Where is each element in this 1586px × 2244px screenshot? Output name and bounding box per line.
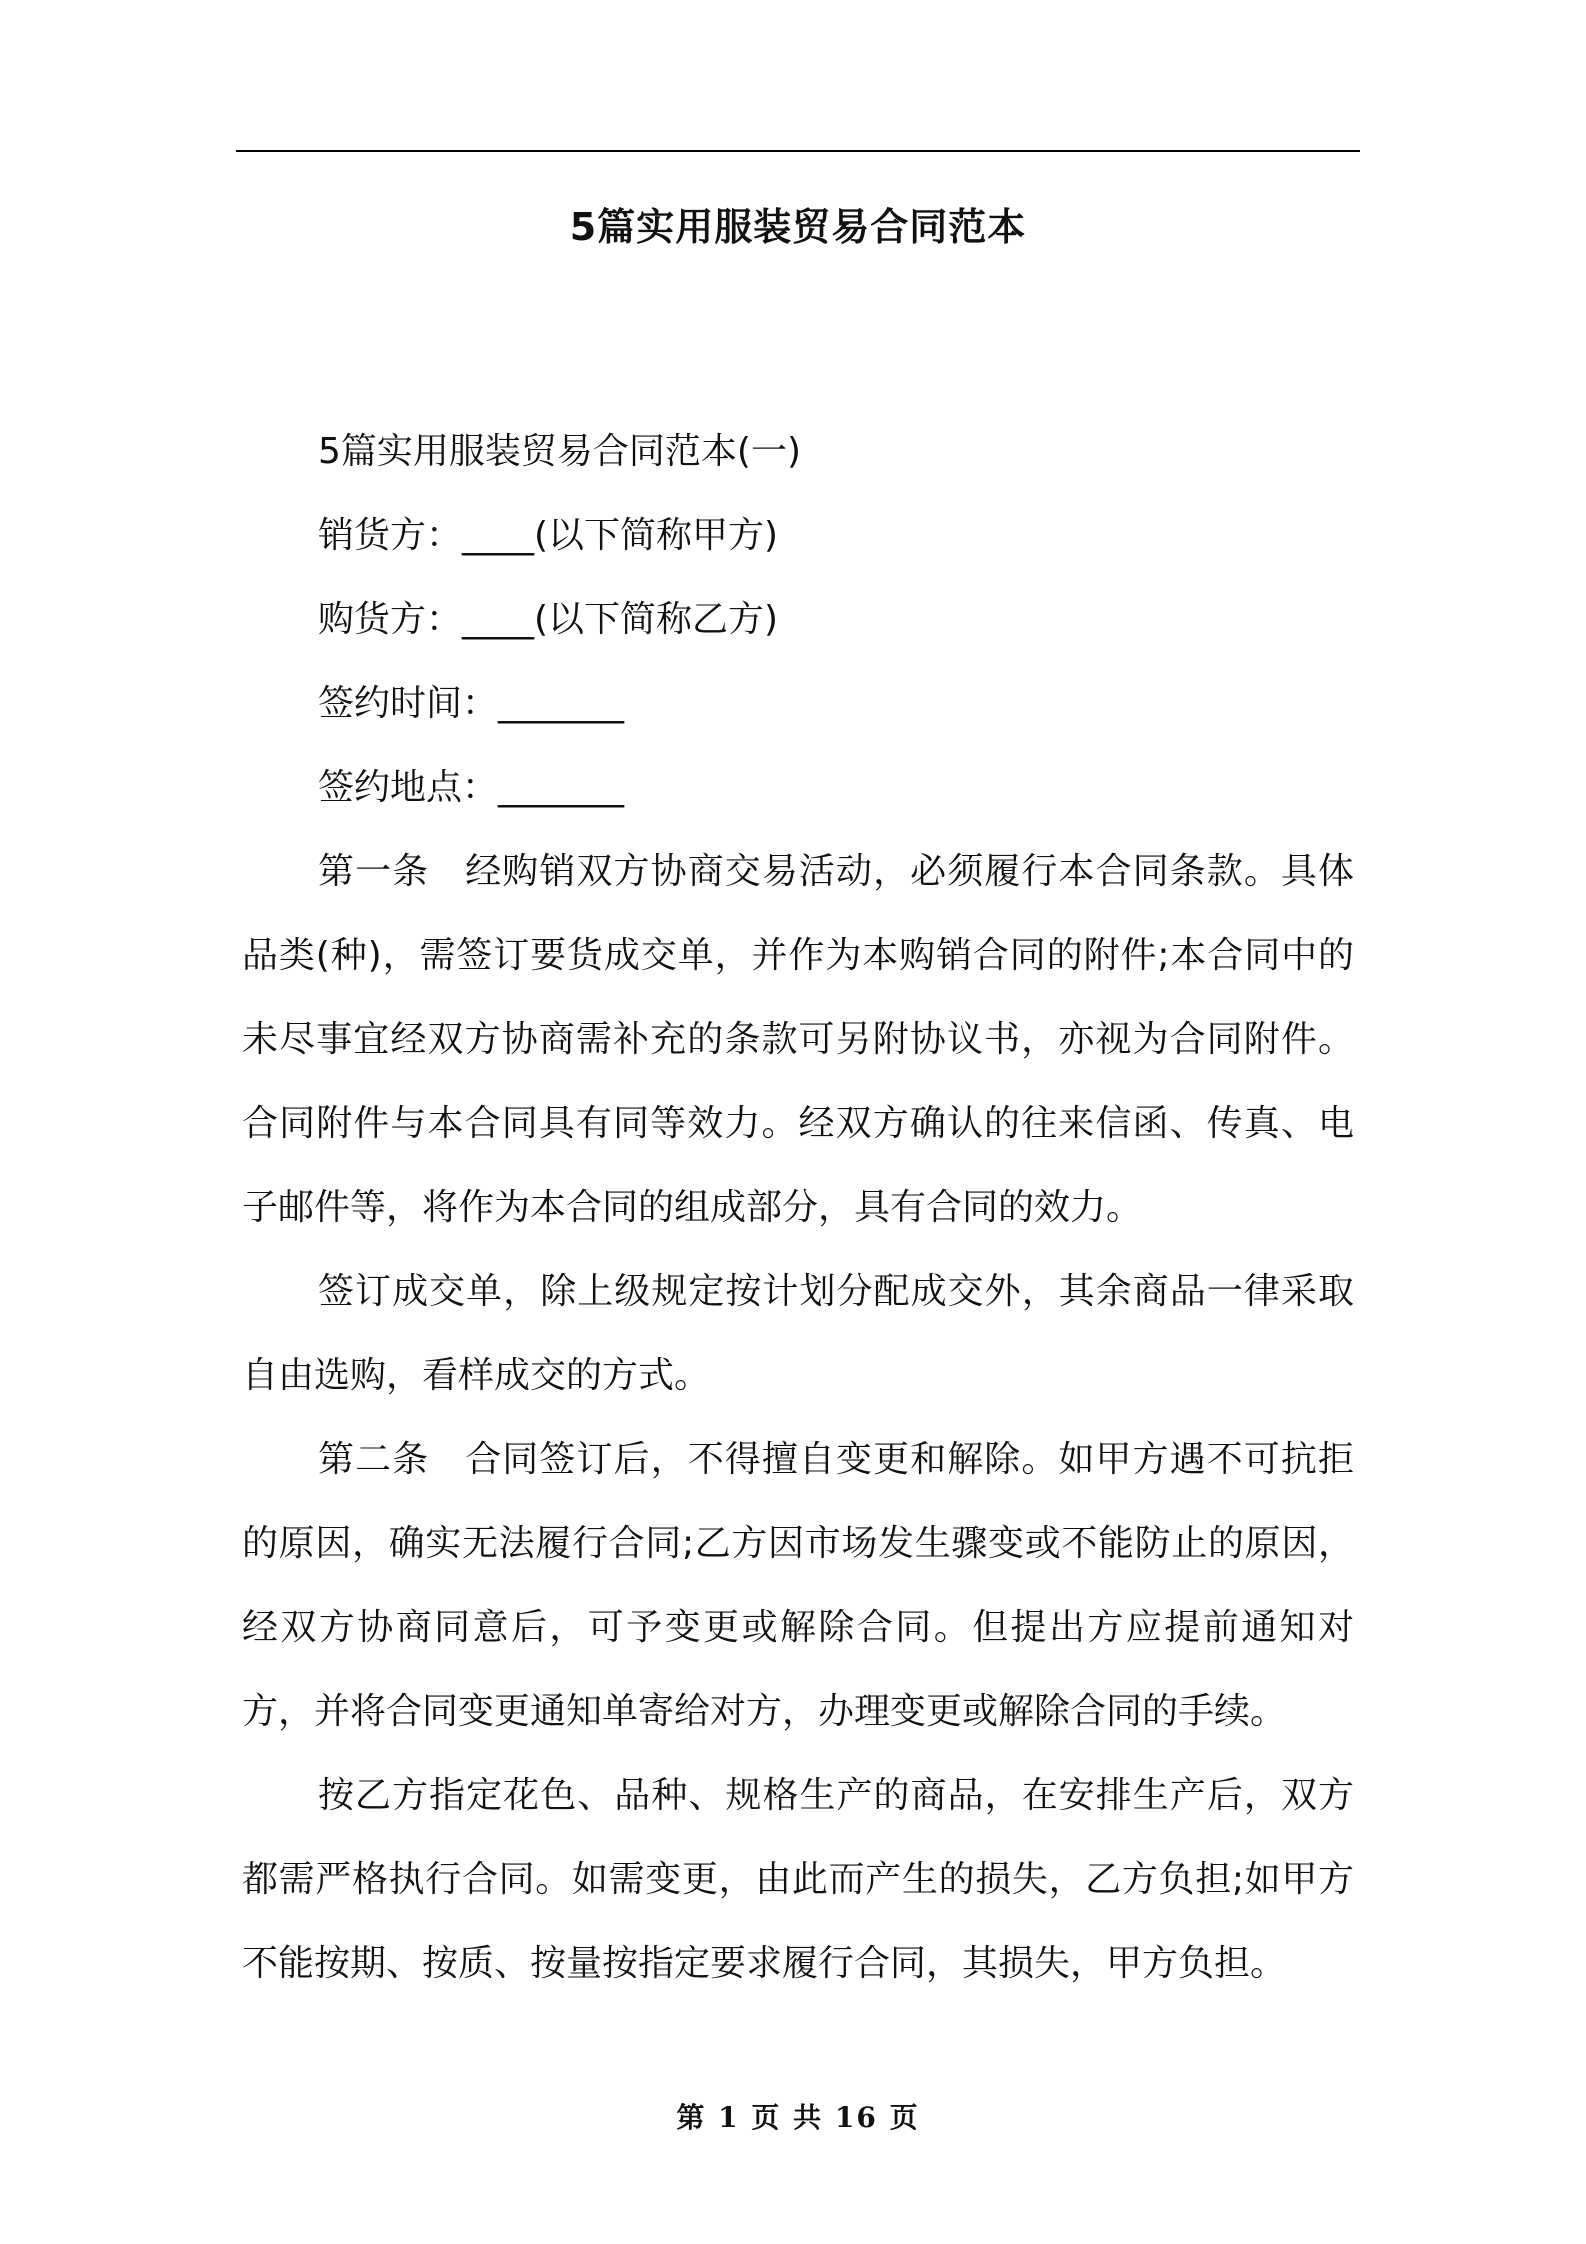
header-rule: [236, 150, 1360, 152]
document-title: 5篇实用服装贸易合同范本: [569, 205, 1027, 249]
article-2: [242, 1418, 1354, 1754]
page-number: 第 1 页 共 16 页: [676, 2101, 920, 2134]
article-2-heading: 第二条: [318, 1439, 430, 1480]
article-1-heading: 第一条: [318, 851, 430, 892]
article-2-text: 合同签订后，不得擅自变更和解除。如甲方遇不可抗拒的原因，确实无法履行合同;乙方因市场发生骤变或不能防止的原因，经双方协商同意后，可予变更或解除合同。但提出方应提前通知对方，并将合同变更通知单寄给对方，办理变更或解除合同的手续。: [242, 1439, 1354, 1732]
buyer-field: 购货方：____(以下简称乙方): [318, 599, 779, 640]
article-1-text: 经购销双方协商交易活动，必须履行本合同条款。具体品类(种)，需签订要货成交单，并作为本购销合同的附件;本合同中的未尽事宜经双方协商需补充的条款可另附协议书，亦视为合同附件。合同附件与本合同具有同等效力。经双方确认的往来信函、传真、电子邮件等，将作为本合同的组成部分，具有合同的效力。: [242, 851, 1354, 1228]
paragraph-production: 按乙方指定花色、品种、规格生产的商品，在安排生产后，双方都需严格执行合同。如需变更，由此而产生的损失，乙方负担;如甲方不能按期、按质、按量按指定要求履行合同，其损失，甲方负担。: [242, 1775, 1354, 1984]
section-title: 5篇实用服装贸易合同范本(一): [318, 431, 801, 472]
signing-place-field: 签约地点：_______: [318, 767, 625, 808]
paragraph-order-form: 签订成交单，除上级规定按计划分配成交外，其余商品一律采取自由选购，看样成交的方式。: [242, 1271, 1354, 1396]
seller-field: 销货方：____(以下简称甲方): [318, 515, 779, 556]
article-1: [242, 830, 1354, 1250]
signing-date-field: 签约时间：_______: [318, 683, 625, 724]
document-body: [242, 410, 1354, 2006]
